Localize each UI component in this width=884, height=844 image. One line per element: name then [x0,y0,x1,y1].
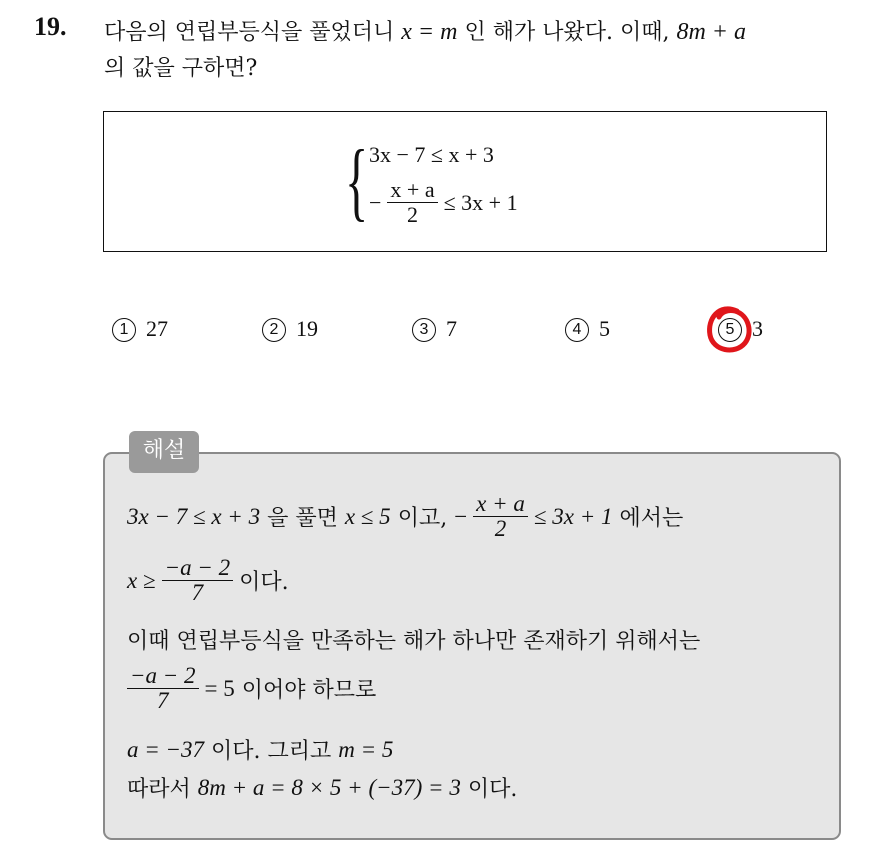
choice-5-value: 3 [752,316,763,341]
choice-2-value: 19 [296,316,318,341]
inequality-system [345,134,605,234]
inequality-2-fraction [387,178,437,227]
sol-l3-text: 이때 연립부등식을 만족하는 해가 하나만 존재하기 위해서는 [127,629,701,654]
choice-2-mark: 2 [262,318,286,342]
sol-l1-ineq: 3x − 7 ≤ x + 3 [127,503,261,529]
sol-l2-fraction [162,556,234,605]
solution-line-4 [127,664,376,713]
choice-3-value: 7 [446,316,457,341]
sol-l4-numerator: −a − 2 [127,664,199,689]
sol-l1-text2: 이고, [397,506,448,531]
sol-l2-denominator: 7 [191,580,204,605]
choice-1[interactable] [112,316,168,342]
question-math-expr: 8m + a [676,19,746,45]
inequality-2-suffix: ≤ 3x + 1 [443,189,518,215]
sol-l5-text: 이다. 그리고 [211,739,332,764]
answer-circle-mark-icon [705,305,753,357]
sol-l6-calc: 8m + a = 8 × 5 + (−37) = 3 [197,774,461,800]
inequality-2 [369,178,518,227]
choice-1-mark: 1 [112,318,136,342]
solution-line-1 [127,492,683,541]
choice-4-mark: 4 [565,318,589,342]
solution-line-5 [127,734,393,765]
sol-l6-text2: 이다. [467,777,518,802]
inequality-1: 3x − 7 ≤ x + 3 [369,142,494,167]
sol-l1-result: x ≤ 5 [344,503,391,529]
solution-tag: 해설 [129,431,199,473]
sol-l6-text1: 따라서 [127,777,191,802]
sol-l4-eq: = 5 [204,675,235,701]
sol-l4-fraction [127,664,199,713]
sol-l1-rhs: ≤ 3x + 1 [533,503,613,529]
inequality-2-denominator: 2 [407,202,418,227]
question-text [104,14,874,87]
choice-2[interactable] [262,316,318,342]
sol-l1-minus: − [454,503,468,529]
solution-line-3 [127,624,700,655]
inequality-2-prefix: − [369,189,382,215]
sol-l1-text3: 에서는 [619,506,684,531]
inequality-2-numerator: x + a [387,178,437,203]
sol-l2-text: 이다. [239,570,289,595]
sol-l4-text: 이어야 하므로 [241,678,377,703]
sol-l1-text1: 을 풀면 [267,506,338,531]
choice-4-value: 5 [599,316,610,341]
choice-3[interactable] [412,316,457,342]
choice-4[interactable] [565,316,610,342]
sol-l4-denominator: 7 [157,688,169,713]
sol-l2-lhs: x ≥ [127,567,156,593]
sol-l2-numerator: −a − 2 [162,556,234,581]
sol-l5-a: a = −37 [127,736,205,762]
question-text-part3: 의 값을 구하면? [104,56,258,81]
question-text-part1: 다음의 연립부등식을 풀었더니 [104,20,395,45]
question-math-xm: x = m [401,19,458,45]
sol-l1-numerator: x + a [473,492,528,517]
solution-line-2 [127,556,289,605]
choice-5-mark: 5 [718,318,742,342]
sol-l5-m: m = 5 [338,736,394,762]
choice-3-mark: 3 [412,318,436,342]
choice-1-value: 27 [146,316,168,341]
question-text-part2: 인 해가 나왔다. 이때, [464,20,670,45]
question-number: 19. [34,12,67,41]
sol-l1-fraction [473,492,528,541]
solution-line-6 [127,772,517,803]
left-brace: { [345,133,369,230]
sol-l1-denominator: 2 [494,516,507,541]
